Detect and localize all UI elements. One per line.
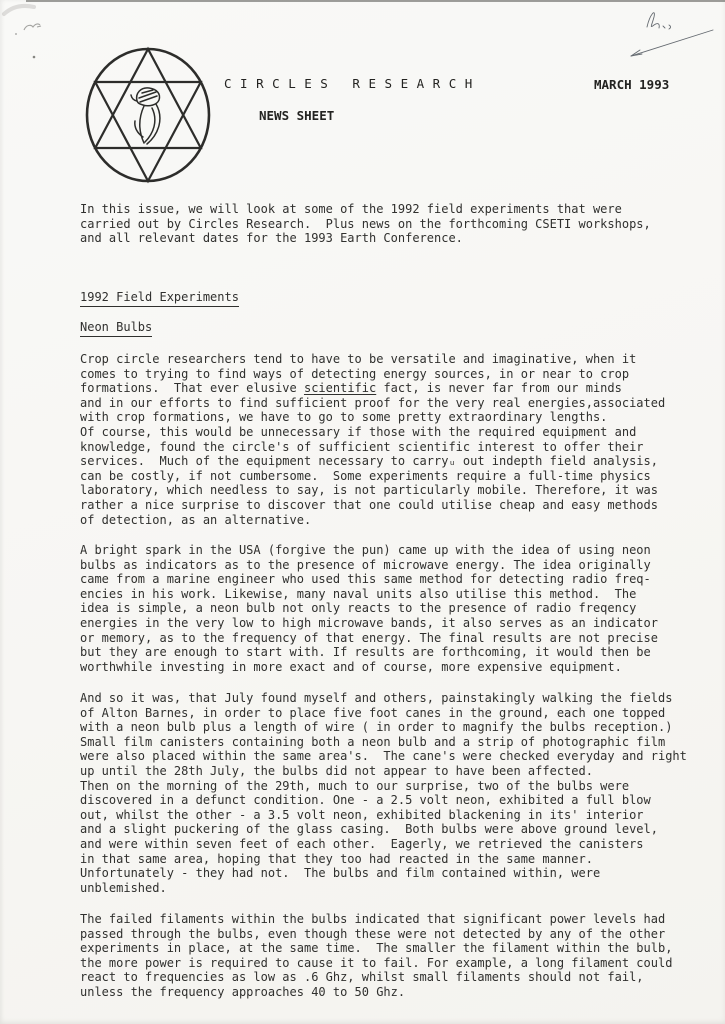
text-line: discovered in a defunct condition. One - a 2.5 volt neon, exhibited a full blow — [80, 793, 651, 808]
text-line: comes to trying to find ways of detecting energy sources, in or near to crop — [80, 366, 630, 381]
pen-initials-scribble — [647, 13, 659, 28]
paragraph-bright-spark-usa — [80, 543, 658, 674]
text-line: idea is simple, a neon bulb not only reacts to the presence of radio freqency — [80, 601, 637, 616]
text-line: with a neon bulb plus a length of wire ( in order to magnify the bulbs reception.) — [80, 720, 673, 735]
text-line: Unfortunately - they had not. The bulbs and film contained within, were — [80, 866, 601, 881]
text-line: unblemished. — [80, 880, 167, 895]
paragraph-alton-barnes-experiment — [80, 691, 687, 895]
text-line: came from a marine engineer who used this same method for detecting radio freq- — [80, 572, 651, 587]
text-line: out, whilst the other - a 3.5 volt neon, exhibited blackening in its' interior — [80, 807, 644, 822]
subsection-heading — [80, 320, 152, 337]
subsection-heading-text: Neon Bulbs — [80, 320, 152, 337]
text-line: The failed filaments within the bulbs indicated that significant power levels had — [80, 912, 666, 926]
text-line: and were within seven feet of each other. Eagerly, we retrieved the canisters — [80, 836, 644, 851]
intro-paragraph — [80, 202, 651, 246]
section-heading — [80, 290, 239, 307]
text-line: of detection, as an alternative. — [80, 512, 312, 527]
text-line: experiments in place, at the same time. The smaller the filament within the bulb, — [80, 941, 673, 956]
text-line: formations. That ever elusive scientific fact, is never far from our minds — [80, 381, 622, 396]
text-line: Small film canisters containing both a neon bulb and a strip of photographic film — [80, 734, 666, 749]
text-line: knowledge, found the circle's of sufficient scientific interest to offer their — [80, 439, 644, 454]
text-line: and all relevant dates for the 1993 Earth Conference. — [80, 231, 463, 246]
text-line: with crop formations, we have to go to some pretty extraordinary lengths. — [80, 410, 608, 425]
org-title: C I R C L E S R E S E A R C H — [224, 76, 473, 91]
paragraph-versatile-researchers — [80, 352, 665, 527]
text-line: laboratory, which needless to say, is not particularly mobile. Therefore, it was — [80, 483, 658, 498]
hexagram-flower-icon — [83, 45, 213, 185]
text-line: unless the frequency approaches 40 to 50 Ghz. — [80, 984, 406, 999]
text-line: can be costly, if not cumbersome. Some experiments require a full-time physics — [80, 468, 651, 483]
text-line: passed through the bulbs, even though these were not detected by any of the other — [80, 926, 666, 941]
text-line: Of course, this would be unnecessary if those with the required equipment and — [80, 424, 637, 439]
text-line: and in our efforts to find sufficient proof for the very real energies,associated — [80, 395, 666, 410]
text-line: services. Much of the equipment necessary to carryᵤ out indepth field analysis, — [80, 454, 658, 469]
text-line: rather a nice surprise to discover that one could utilise cheap and easy methods — [80, 497, 658, 512]
text-line: in that same area, hoping that they too had reacted in the same manner. — [80, 851, 593, 866]
text-line: or memory, as to the frequency of that energy. The final results are not precise — [80, 630, 658, 645]
text-line: bulbs as indicators as to the presence of microwave energy. The idea originally — [80, 557, 651, 572]
text-line: energies in the very low to high microwave bands, it also serves as an indicator — [80, 615, 658, 630]
text-line: the more power is required to cause it to fail. For example, a long filament could — [80, 955, 673, 970]
circles-research-logo — [83, 45, 213, 185]
text-line: and a slight puckering of the glass casing. Both bulbs were above ground level, — [80, 822, 658, 837]
text-line: but they are enough to start with. If results are forthcoming, it would then be — [80, 645, 651, 660]
handwritten-initials-and-arrow — [595, 2, 725, 72]
pen-arrow-line — [631, 30, 713, 56]
corner-crease-mark — [0, 0, 50, 20]
text-line: were also placed within the same area's. The cane's were checked everyday and right — [80, 749, 687, 764]
text-line: Then on the morning of the 29th, much to our surprise, two of the bulbs were — [80, 778, 630, 793]
text-line: encies in his work. Likewise, many naval units also utilise this method. The — [80, 586, 637, 601]
section-heading-text: 1992 Field Experiments — [80, 290, 239, 307]
newsletter-subtitle: NEWS SHEET — [259, 108, 335, 123]
text-line: A bright spark in the USA (forgive the pun) came up with the idea of using neon — [80, 543, 651, 557]
text-line: worthwhile investing in more exact and of course, more expensive equipment. — [80, 659, 622, 674]
text-line: react to frequencies as low as .6 Ghz, whilst small filaments should not fail, — [80, 970, 644, 985]
issue-date: MARCH 1993 — [594, 77, 670, 92]
pencil-marks — [8, 18, 52, 66]
text-line: And so it was, that July found myself and others, painstakingly walking the fields — [80, 691, 673, 705]
tulip-flower-doodle — [131, 88, 160, 144]
text-line: up until the 28th July, the bulbs did not appear to have been affected. — [80, 763, 593, 778]
text-line: In this issue, we will look at some of the 1992 field experiments that were — [80, 202, 622, 216]
paragraph-failed-filaments — [80, 912, 672, 1000]
text-line: of Alton Barnes, in order to place five foot canes in the ground, each one topped — [80, 705, 666, 720]
text-line: carried out by Circles Research. Plus news on the forthcoming CSETI workshops, — [80, 216, 651, 231]
text-line: Crop circle researchers tend to have to be versatile and imaginative, when it — [80, 352, 637, 366]
